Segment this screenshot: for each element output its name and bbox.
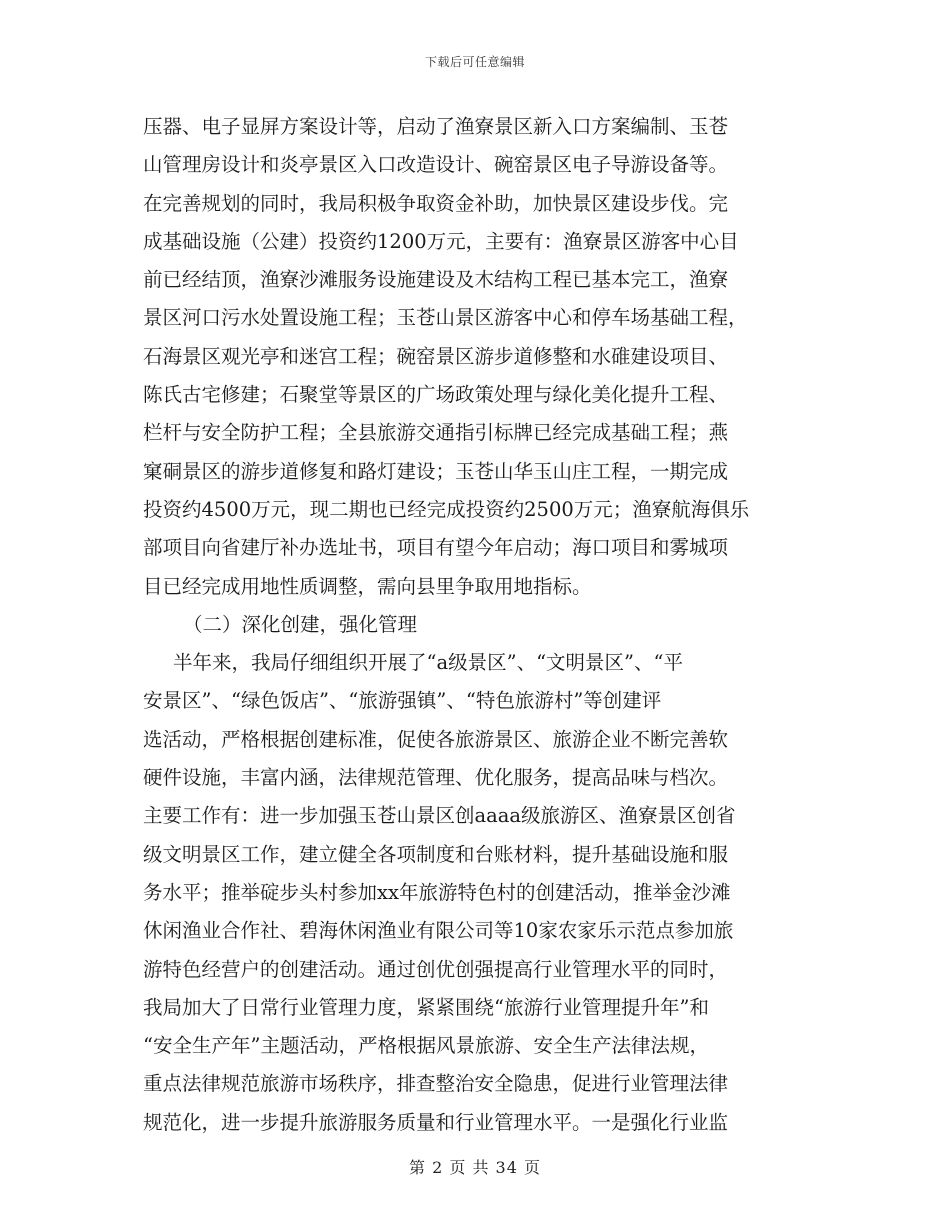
text-line: 成基础设施（公建）投资约1200万元，主要有：渔寮景区游客中心目 bbox=[143, 229, 739, 253]
page-header: 下载后可任意编辑 bbox=[424, 55, 525, 69]
text-line: 目已经完成用地性质调整，需向县里争取用地指标。 bbox=[143, 574, 592, 598]
text-line: 选活动，严格根据创建标准，促使各旅游景区、旅游企业不断完善软 bbox=[143, 727, 729, 751]
text-line: 陈氏古宅修建；石聚堂等景区的广场政策处理与绿化美化提升工程、 bbox=[143, 383, 729, 407]
text-line: 休闲渔业合作社、碧海休闲渔业有限公司等10家农家乐示范点参加旅 bbox=[143, 919, 734, 943]
text-line: 在完善规划的同时，我局积极争取资金补助，加快景区建设步伐。完 bbox=[143, 191, 729, 215]
text-line: 景区河口污水处置设施工程；玉苍山景区游客中心和停车场基础工程， bbox=[143, 306, 748, 330]
text-line: 栏杆与安全防护工程；全县旅游交通指引标牌已经完成基础工程；燕 bbox=[143, 421, 729, 445]
text-line: 我局加大了日常行业管理力度，紧紧围绕“旅游行业管理提升年”和 bbox=[143, 995, 709, 1019]
text-line: 规范化，进一步提升旅游服务质量和行业管理水平。一是强化行业监 bbox=[143, 1110, 729, 1134]
text-line: 压器、电子显屏方案设计等，启动了渔寮景区新入口方案编制、玉苍 bbox=[143, 115, 729, 138]
page-footer: 第 2 页 共 34 页 bbox=[409, 1158, 541, 1177]
section-heading: （二）深化创建，强化管理 bbox=[183, 612, 418, 636]
text-line: 重点法律规范旅游市场秩序，排查整治安全隐患，促进行业管理法律 bbox=[143, 1072, 729, 1096]
paragraph-first-line: 半年来，我局仔细组织开展了“a级景区”、“文明景区”、“平 bbox=[173, 651, 683, 675]
text-line: “安全生产年”主题活动，严格根据风景旅游、安全生产法律法规， bbox=[143, 1034, 709, 1058]
text-line: 安景区”、“绿色饭店”、“旅游强镇”、“特色旅游村”等创建评 bbox=[143, 689, 662, 713]
document-body bbox=[143, 108, 813, 1142]
text-line: 主要工作有：进一步加强玉苍山景区创aaaa级旅游区、渔寮景区创省 bbox=[143, 804, 736, 828]
text-line: 投资约4500万元，现二期也已经完成投资约2500万元；渔寮航海俱乐 bbox=[143, 497, 750, 521]
text-line: 部项目向省建厅补办选址书，项目有望今年启动；海口项目和雾城项 bbox=[143, 536, 729, 560]
text-line: 硬件设施，丰富内涵，法律规范管理、优化服务，提高品味与档次。 bbox=[143, 766, 729, 790]
text-line: 山管理房设计和炎亭景区入口改造设计、碗窑景区电子导游设备等。 bbox=[143, 153, 729, 177]
text-line: 窠硐景区的游步道修复和路灯建设；玉苍山华玉山庄工程，一期完成 bbox=[143, 459, 729, 483]
text-line: 石海景区观光亭和迷宫工程；碗窑景区游步道修整和水碓建设项目、 bbox=[143, 344, 729, 368]
text-line: 游特色经营户的创建活动。通过创优创强提高行业管理水平的同时， bbox=[143, 957, 729, 981]
text-line: 前已经结顶，渔寮沙滩服务设施建设及木结构工程已基本完工，渔寮 bbox=[143, 268, 729, 292]
text-line: 级文明景区工作，建立健全各项制度和台账材料，提升基础设施和服 bbox=[143, 842, 729, 866]
text-line: 务水平；推举碇步头村参加xx年旅游特色村的创建活动，推举金沙滩 bbox=[143, 880, 731, 904]
